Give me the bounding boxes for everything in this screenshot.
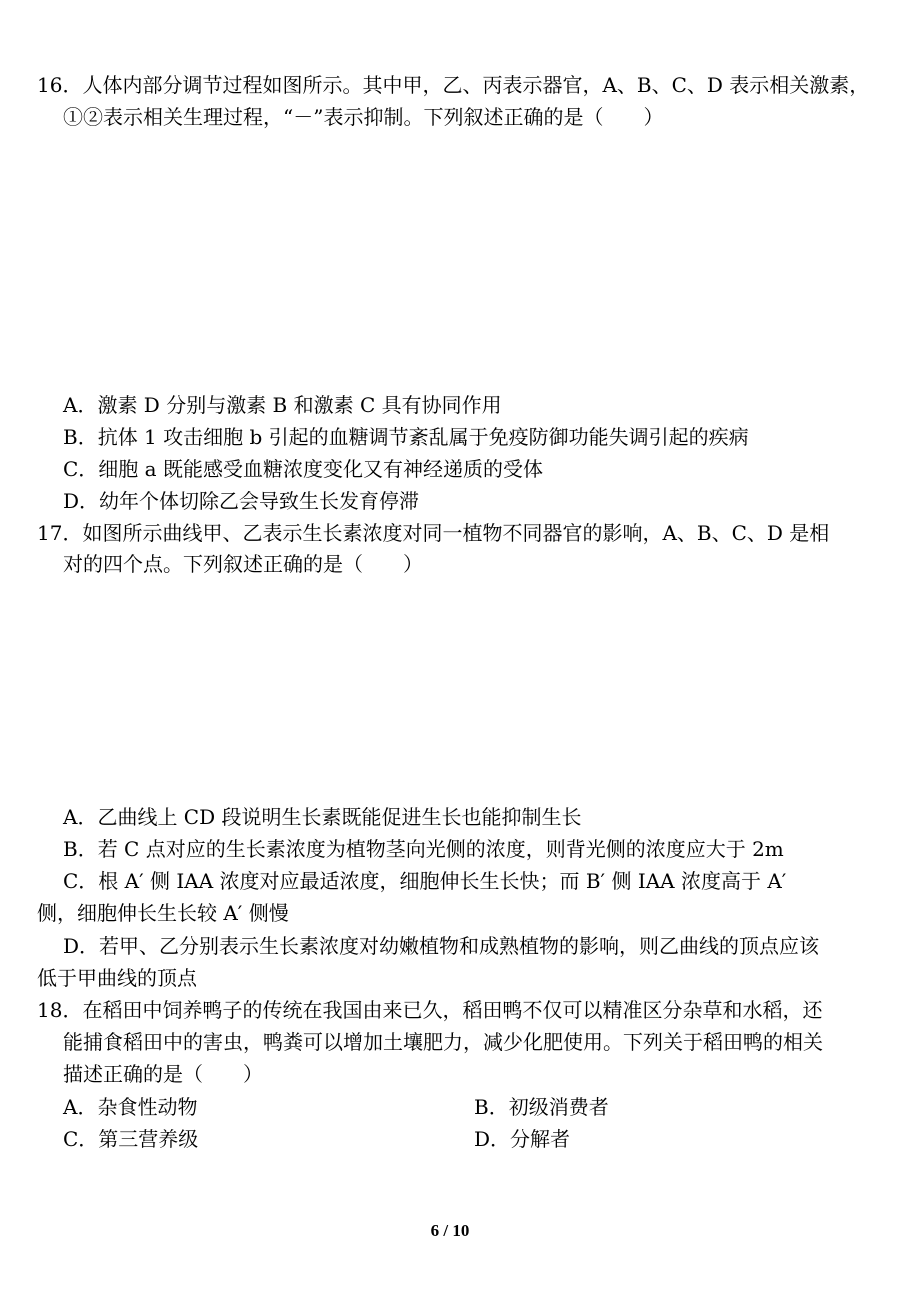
q16-option-a: A．激素 D 分别与激素 B 和激素 C 具有协同作用 [63, 393, 502, 417]
q18-stem-line2: 能捕食稻田中的害虫，鸭粪可以增加土壤肥力，减少化肥使用。下列关于稻田鸭的相关 [63, 1030, 823, 1054]
q18-option-c: C．第三营养级 [63, 1127, 199, 1151]
q16-stem-line1: 16．人体内部分调节过程如图所示。其中甲，乙、丙表示器官，A、B、C、D 表示相关激素， [37, 73, 870, 97]
q16-option-c: C．细胞 a 既能感受血糖浓度变化又有神经递质的受体 [63, 457, 543, 481]
q16-option-b: B．抗体 1 攻击细胞 b 引起的血糖调节紊乱属于免疫防御功能失调引起的疾病 [63, 425, 749, 449]
page-number: 6 / 10 [430, 1221, 470, 1240]
q16-option-d: D．幼年个体切除乙会导致生长发育停滞 [63, 489, 420, 513]
q18-stem-line1: 18．在稻田中饲养鸭子的传统在我国由来已久，稻田鸭不仅可以精准区分杂草和水稻，还 [37, 998, 823, 1022]
q17-stem-line2: 对的四个点。下列叙述正确的是（ ） [63, 552, 423, 576]
q18-option-a: A．杂食性动物 [63, 1095, 198, 1119]
q18-option-b: B．初级消费者 [474, 1095, 609, 1119]
q18-option-d: D．分解者 [474, 1127, 571, 1151]
q18-stem-line3: 描述正确的是（ ） [63, 1062, 263, 1086]
q17-option-b: B．若 C 点对应的生长素浓度为植物茎向光侧的浓度，则背光侧的浓度应大于 2m [63, 837, 784, 861]
q17-option-d-line2: 低于甲曲线的顶点 [37, 966, 197, 990]
q16-stem-line2: ①②表示相关生理过程，“－”表示抑制。下列叙述正确的是（ ） [63, 105, 664, 129]
q17-option-c-line2: 侧，细胞伸长生长较 A′ 侧慢 [37, 901, 289, 925]
q17-option-c-line1: C．根 A′ 侧 IAA 浓度对应最适浓度，细胞伸长生长快；而 B′ 侧 IAA 浓度高于 A′ [63, 869, 787, 893]
q17-option-a: A．乙曲线上 CD 段说明生长素既能促进生长也能抑制生长 [63, 805, 582, 829]
q17-option-d-line1: D．若甲、乙分别表示生长素浓度对幼嫩植物和成熟植物的影响，则乙曲线的顶点应该 [63, 934, 820, 958]
q17-stem-line1: 17．如图所示曲线甲、乙表示生长素浓度对同一植物不同器官的影响，A、B、C、D 是相 [37, 521, 830, 545]
